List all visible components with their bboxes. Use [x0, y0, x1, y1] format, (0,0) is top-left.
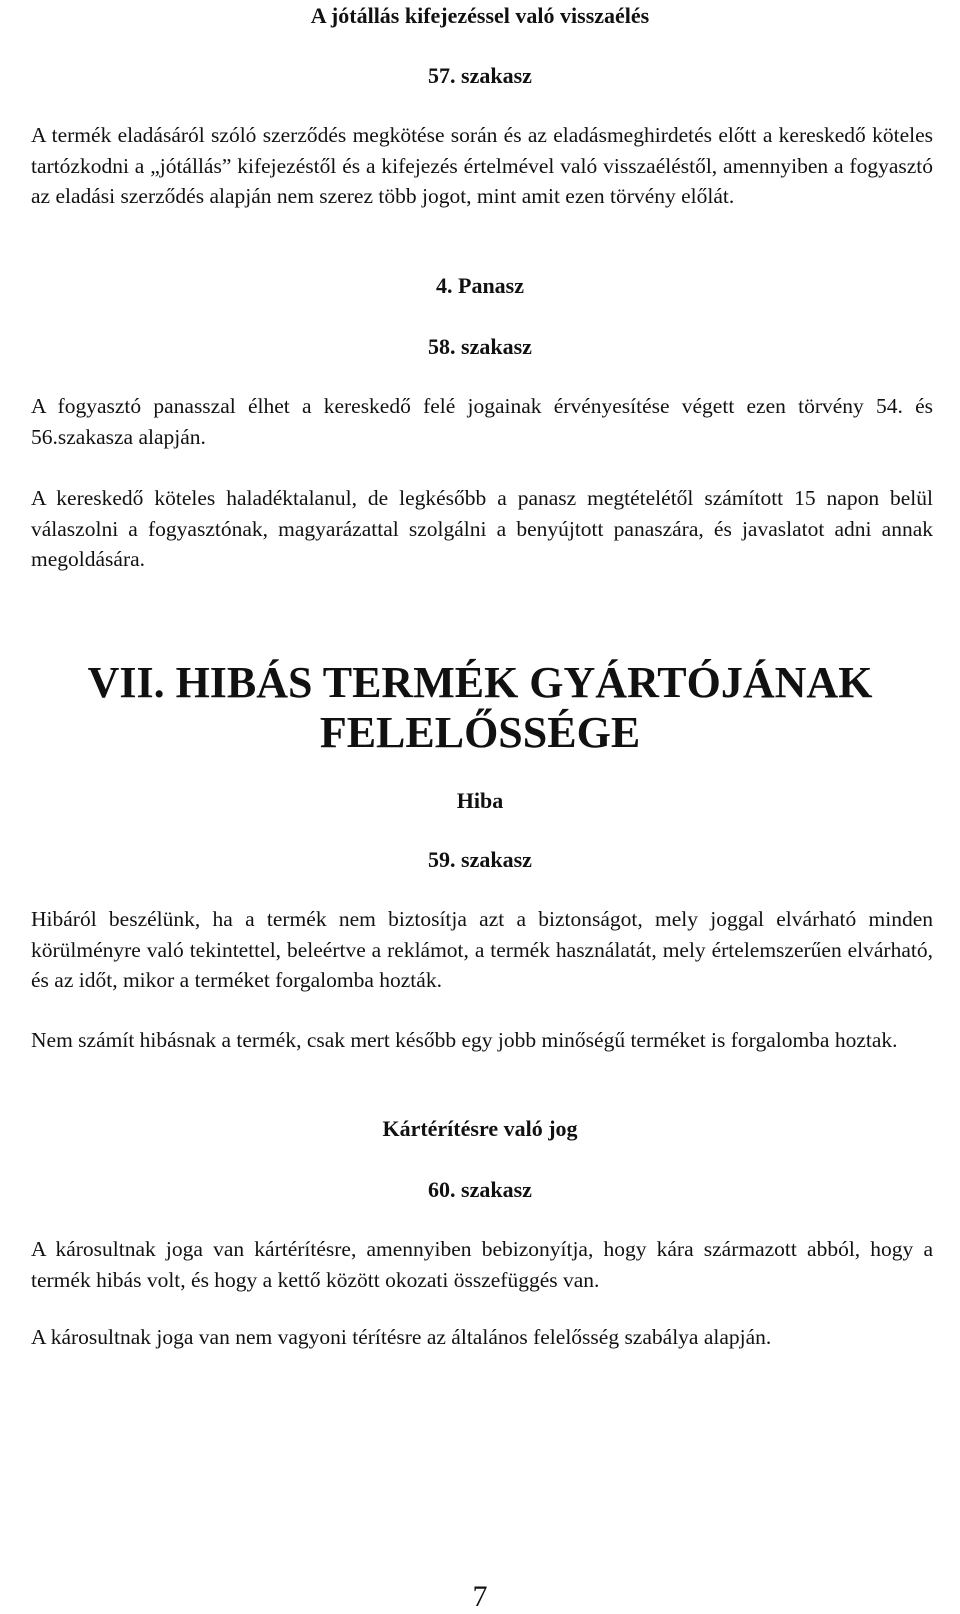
section-number: 59. szakasz — [428, 847, 532, 872]
paragraph: Hibáról beszélünk, ha a termék nem biztosítja azt a biztonságot, mely joggal elvárható minden körülményre való tekintettel, beleértve a reklámot, a termék használatát, mely értelemszerűen elvárható, és az időt, mikor a terméket forgalomba hozták. — [31, 907, 933, 992]
section-number: 58. szakasz — [428, 334, 532, 359]
section-number: 57. szakasz — [428, 63, 532, 88]
section-heading: A jótállás kifejezéssel való visszaélés — [310, 3, 650, 28]
section-number: 60. szakasz — [428, 1177, 532, 1202]
section-heading: Hiba — [456, 788, 504, 813]
section-heading: 4. Panasz — [436, 273, 524, 298]
paragraph: A károsultnak joga van nem vagyoni térítésre az általános felelősség szabálya alapján. — [31, 1325, 772, 1349]
page-number: 7 — [472, 1580, 488, 1613]
paragraph: A fogyasztó panasszal élhet a kereskedő felé jogainak érvényesítése végett ezen törvény 54. és 56.szakasza alapján. — [31, 394, 933, 449]
paragraph: A termék eladásáról szóló szerződés megkötése során és az eladásmeghirdetés előtt a kereskedő köteles tartózkodni a „jótállás” kifejezéstől és a kifejezés értelmével való visszaéléstől, amennyiben a fogyasztó az eladási szerződés alapján nem szerez több jogot, mint amit ezen törvény előlát. — [31, 123, 933, 208]
paragraph: A károsultnak joga van kártérítésre, amennyiben bebizonyítja, hogy kára származott abból, hogy a termék hibás volt, és hogy a kettő között okozati összefüggés van. — [31, 1237, 933, 1292]
chapter-title-line-2: FELELŐSSÉGE — [319, 708, 641, 757]
chapter-title-line-1: VII. HIBÁS TERMÉK GYÁRTÓJÁNAK — [87, 658, 873, 707]
paragraph: Nem számít hibásnak a termék, csak mert később egy jobb minőségű terméket is forgalomba hoztak. — [31, 1028, 898, 1052]
paragraph: A kereskedő köteles haladéktalanul, de legkésőbb a panasz megtételétől számított 15 napon belül válaszolni a fogyasztónak, magyarázattal szolgálni a benyújtott panaszára, és javaslatot adni annak megoldására. — [31, 486, 933, 571]
section-heading: Kártérítésre való jog — [382, 1116, 578, 1141]
